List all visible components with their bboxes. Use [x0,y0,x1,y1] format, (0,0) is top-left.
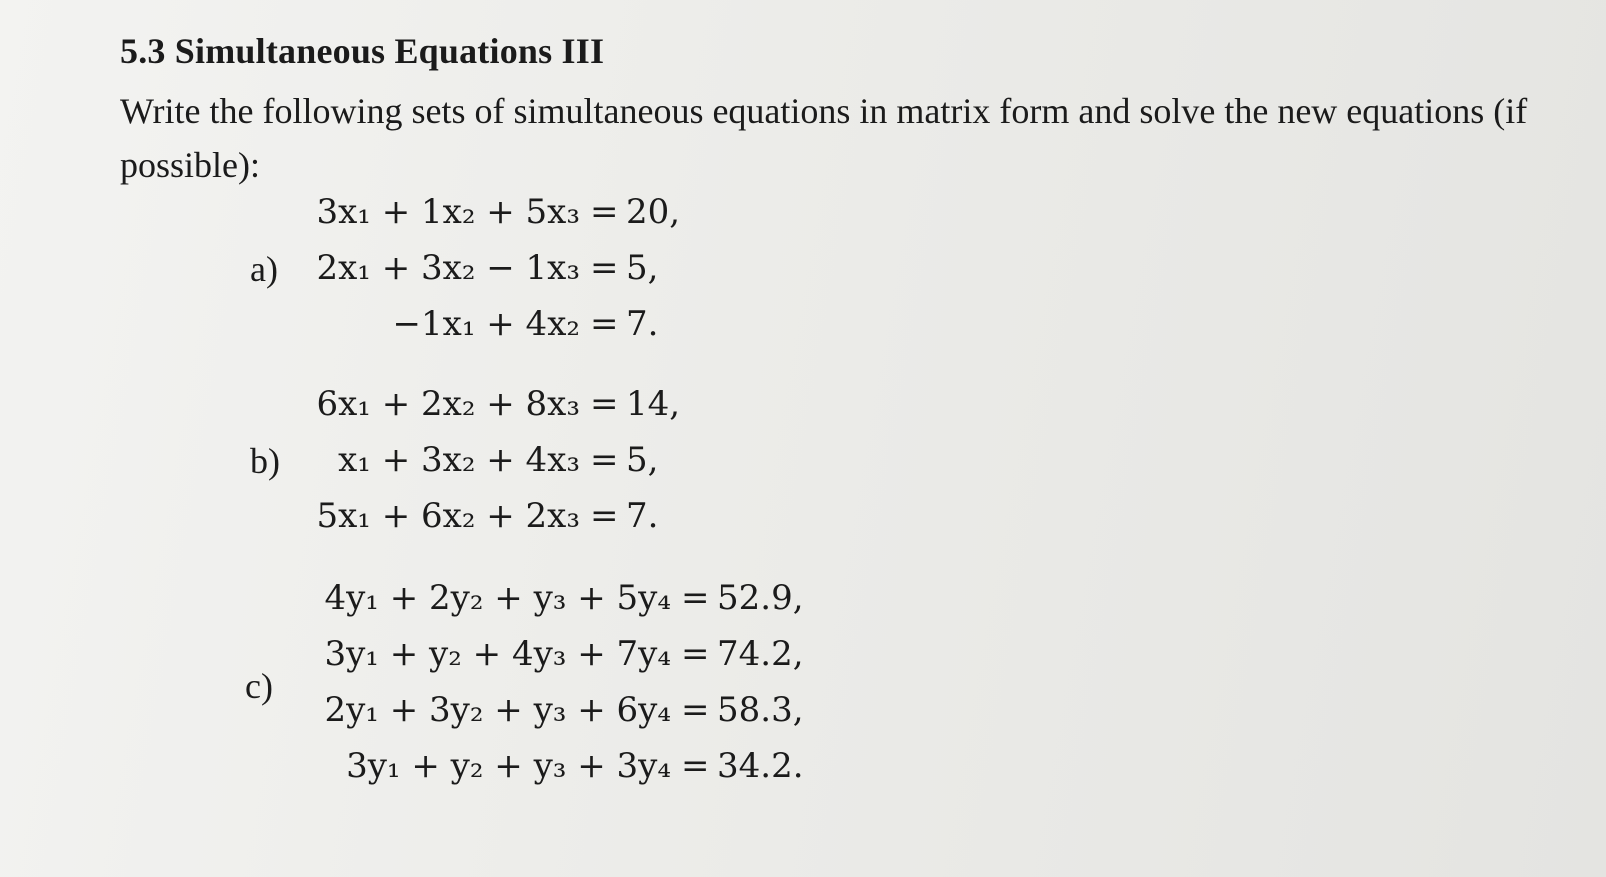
equals-sign: = [681,578,710,618]
problem-b-equation-1 [0,384,1606,428]
equation-lhs: −1x₁ + 4x₂ [392,304,580,344]
equation-rhs: 74.2, [717,634,804,674]
problem-a-equation-2 [0,248,1606,292]
equation-rhs: 14, [626,384,681,424]
problem-c-equation-1 [0,578,1606,622]
equation-lhs: 2y₁ + 3y₂ + y₃ + 6y₄ [324,690,671,730]
equation-lhs: 3x₁ + 1x₂ + 5x₃ [316,192,580,232]
problem-c-equation-4 [0,746,1606,790]
equation-rhs: 7. [626,304,659,344]
equals-sign: = [590,248,619,288]
equation-lhs: 3y₁ + y₂ + 4y₃ + 7y₄ [324,634,671,674]
equation-lhs: 5x₁ + 6x₂ + 2x₃ [316,496,580,536]
equation-rhs: 20, [626,192,681,232]
equals-sign: = [681,690,710,730]
equation-rhs: 58.3, [717,690,804,730]
problem-c-equation-2 [0,634,1606,678]
equals-sign: = [590,440,619,480]
equation-rhs: 52.9, [717,578,804,618]
equals-sign: = [681,634,710,674]
equals-sign: = [681,746,710,786]
equation-lhs: 6x₁ + 2x₂ + 8x₃ [316,384,580,424]
equation-rhs: 34.2. [717,746,804,786]
problem-a-label: a) [250,249,278,289]
equation-rhs: 5, [626,248,659,288]
problem-b-label: b) [250,441,280,481]
instructions-text: Write the following sets of simultaneous equations in matrix form and solve the new equations (if possible): [120,91,1528,185]
problem-c-equation-3 [0,690,1606,734]
problem-a-equation-1 [0,192,1606,236]
problem-b-equation-3 [0,496,1606,540]
equation-rhs: 5, [626,440,659,480]
equation-lhs: 4y₁ + 2y₂ + y₃ + 5y₄ [324,578,671,618]
equation-lhs: 2x₁ + 3x₂ − 1x₃ [316,248,580,288]
problem-a-equation-3 [0,304,1606,348]
equals-sign: = [590,384,619,424]
equation-rhs: 7. [626,496,659,536]
problem-b-equation-2 [0,440,1606,484]
section-heading: 5.3 Simultaneous Equations III [120,31,605,71]
problem-c-label: c) [245,666,273,706]
equation-lhs: x₁ + 3x₂ + 4x₃ [338,440,580,480]
equals-sign: = [590,496,619,536]
equals-sign: = [590,304,619,344]
equals-sign: = [590,192,619,232]
equation-lhs: 3y₁ + y₂ + y₃ + 3y₄ [346,746,671,786]
